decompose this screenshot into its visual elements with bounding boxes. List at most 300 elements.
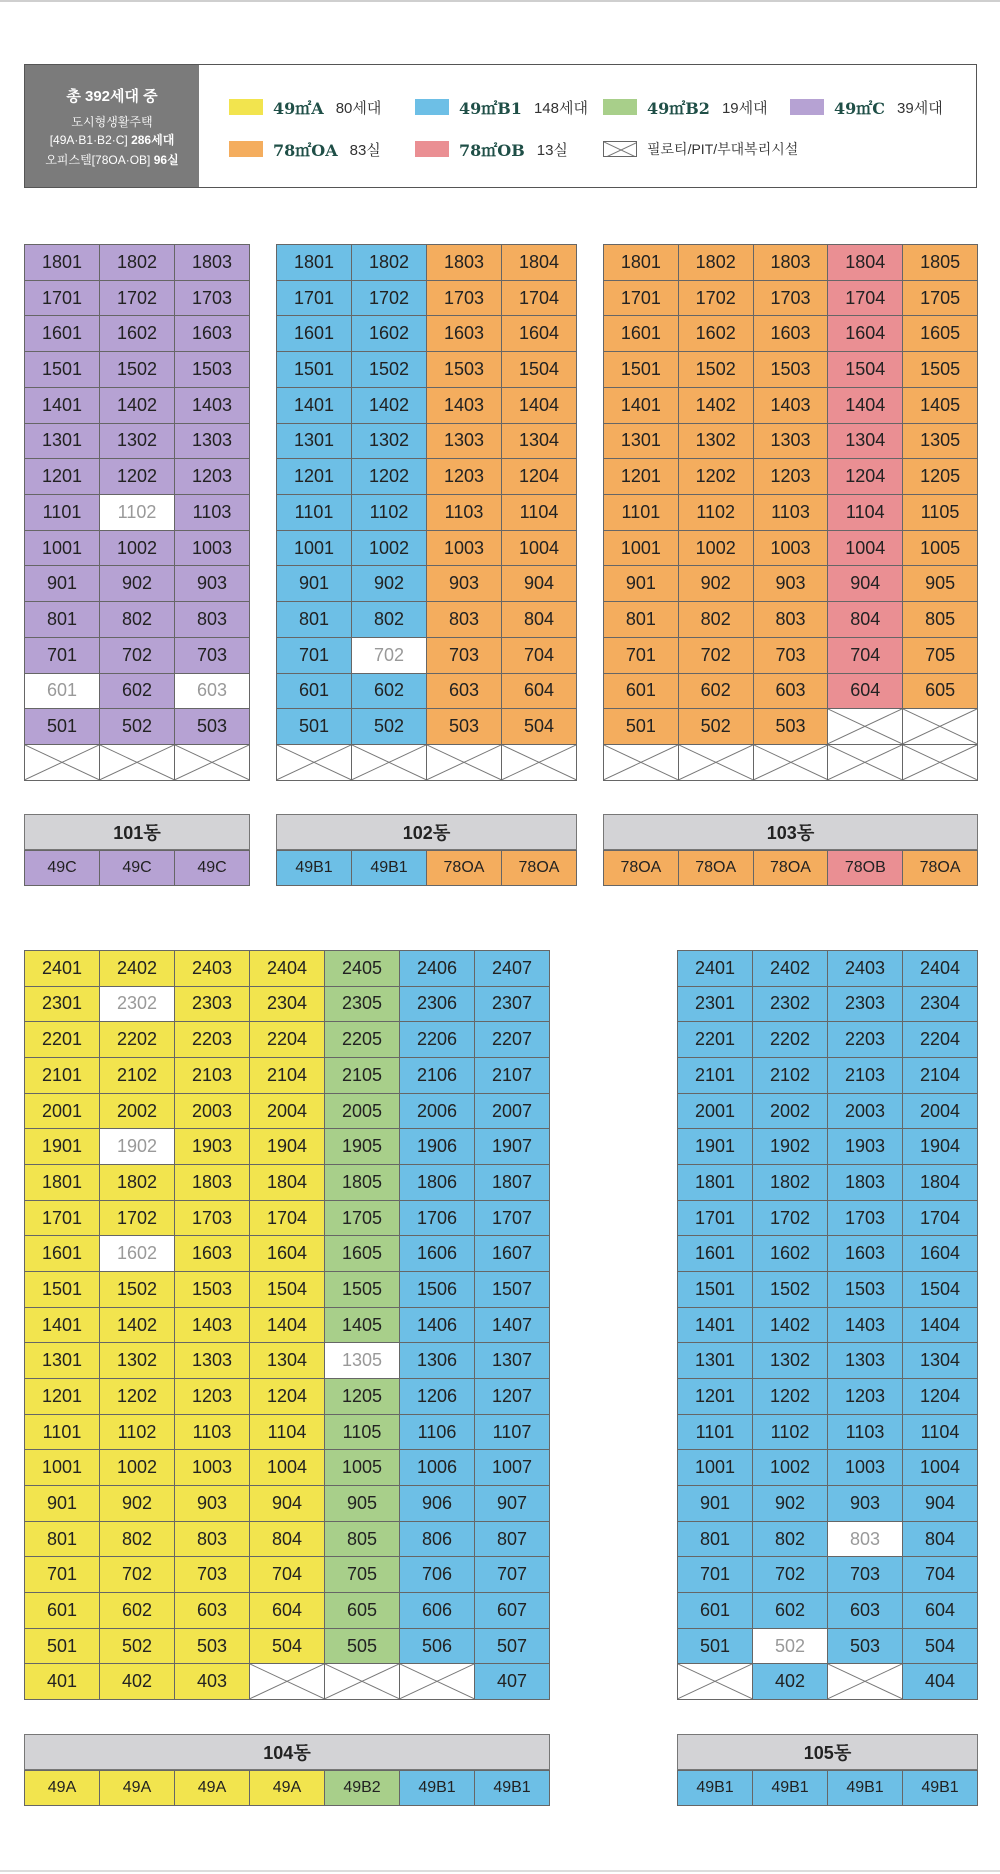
cross-hatch-icon	[400, 1664, 474, 1699]
unit-cell: 1604	[501, 315, 577, 352]
unit-cell: 2102	[752, 1057, 828, 1094]
column-type-label: 49A	[99, 1770, 175, 1806]
unit-cell: 1007	[474, 1449, 550, 1486]
unit-cell: 1702	[99, 1200, 175, 1237]
unit-cell: 2104	[249, 1057, 325, 1094]
unit-cell: 501	[24, 708, 100, 745]
unit-cell: 1302	[351, 423, 427, 460]
unit-cell: 1905	[324, 1128, 400, 1165]
unit-cell: 1102	[99, 1414, 175, 1451]
unit-cell: 2306	[399, 986, 475, 1023]
unit-cell: 1001	[24, 530, 100, 567]
unit-cell: 2307	[474, 986, 550, 1023]
unit-cell: 1303	[753, 423, 829, 460]
unit-cell: 1302	[678, 423, 754, 460]
unit-cell: 1003	[827, 1449, 903, 1486]
unit-cell: 705	[902, 637, 978, 674]
unit-cell: 1501	[603, 351, 679, 388]
unit-cell: 1503	[426, 351, 502, 388]
unit-cell: 1302	[99, 1342, 175, 1379]
unit-cell: 2303	[827, 986, 903, 1023]
unit-cell: 502	[99, 1628, 175, 1665]
cross-hatch-icon	[352, 745, 426, 780]
unit-cell: 1803	[753, 244, 829, 281]
unit-cell: 1704	[501, 280, 577, 317]
column-type-label: 49B1	[677, 1770, 753, 1806]
unit-cell: 1001	[24, 1449, 100, 1486]
unit-cell: 1307	[474, 1342, 550, 1379]
unit-cell: 602	[678, 673, 754, 710]
cross-hatch-icon	[604, 745, 678, 780]
unit-cell: 1107	[474, 1414, 550, 1451]
unit-cell: 1602	[752, 1235, 828, 1272]
unit-cell: 901	[24, 565, 100, 602]
unit-cell: 1903	[174, 1128, 250, 1165]
unit-cell: 502	[99, 708, 175, 745]
unit-cell: 1904	[902, 1128, 978, 1165]
unit-cell: 1503	[174, 351, 250, 388]
unit-cell: 2204	[249, 1021, 325, 1058]
legend-item-49B1: 49㎡B1 148세대	[415, 97, 588, 117]
unit-cell: 1501	[24, 1271, 100, 1308]
unit-cell: 801	[276, 601, 352, 638]
unit-cell: 701	[603, 637, 679, 674]
void-cell	[249, 1663, 325, 1700]
unit-cell: 1907	[474, 1128, 550, 1165]
unit-cell: 904	[827, 565, 903, 602]
unit-cell: 1102	[752, 1414, 828, 1451]
unit-cell: 1203	[174, 458, 250, 495]
unit-cell: 604	[501, 673, 577, 710]
unit-cell: 1603	[753, 315, 829, 352]
unit-cell: 702	[752, 1556, 828, 1593]
summary-housing-types: [49A·B1·B2·C] 286세대	[49, 133, 175, 147]
unit-cell: 1101	[24, 1414, 100, 1451]
unit-cell: 1005	[902, 530, 978, 567]
unit-cell: 2103	[174, 1057, 250, 1094]
unit-cell: 1603	[174, 315, 250, 352]
cross-hatch-icon	[678, 1664, 752, 1699]
unit-cell: 1104	[249, 1414, 325, 1451]
unit-cell: 1201	[276, 458, 352, 495]
unit-cell: 2007	[474, 1093, 550, 1130]
unit-cell: 1204	[827, 458, 903, 495]
unit-cell: 2304	[902, 986, 978, 1023]
unit-cell: 1906	[399, 1128, 475, 1165]
unit-cell: 1602	[99, 315, 175, 352]
cross-hatch-icon	[754, 745, 828, 780]
unit-cell: 504	[249, 1628, 325, 1665]
unit-cell: 803	[753, 601, 829, 638]
unit-cell: 1703	[426, 280, 502, 317]
unit-cell: 2303	[174, 986, 250, 1023]
building-label: 105동	[677, 1734, 978, 1770]
unit-cell: 1304	[902, 1342, 978, 1379]
void-cell	[99, 744, 175, 781]
unit-cell: 1403	[174, 387, 250, 424]
unit-cell: 1103	[174, 494, 250, 531]
unit-cell: 902	[99, 565, 175, 602]
unit-cell: 1707	[474, 1200, 550, 1237]
unit-cell: 1701	[603, 280, 679, 317]
unit-cell: 601	[677, 1592, 753, 1629]
unit-cell: 2401	[24, 950, 100, 987]
unit-cell: 706	[399, 1556, 475, 1593]
unit-cell: 801	[603, 601, 679, 638]
unit-cell: 602	[99, 673, 175, 710]
unit-cell: 603	[174, 673, 250, 710]
unit-cell: 1305	[324, 1342, 400, 1379]
void-cell	[351, 744, 427, 781]
unit-cell: 1303	[426, 423, 502, 460]
unit-cell: 1403	[426, 387, 502, 424]
unit-cell: 502	[678, 708, 754, 745]
unit-cell: 701	[24, 1556, 100, 1593]
unit-cell: 1204	[902, 1378, 978, 1415]
unit-cell: 1804	[501, 244, 577, 281]
void-cell	[678, 744, 754, 781]
unit-cell: 904	[501, 565, 577, 602]
unit-cell: 1904	[249, 1128, 325, 1165]
unit-cell: 805	[902, 601, 978, 638]
unit-cell: 1901	[677, 1128, 753, 1165]
unit-cell: 2201	[677, 1021, 753, 1058]
unit-cell: 1503	[174, 1271, 250, 1308]
cross-hatch-icon	[903, 709, 977, 744]
unit-cell: 1604	[827, 315, 903, 352]
unit-cell: 1807	[474, 1164, 550, 1201]
unit-cell: 1601	[276, 315, 352, 352]
unit-cell: 1701	[24, 1200, 100, 1237]
unit-cell: 2106	[399, 1057, 475, 1094]
cross-hatch-icon	[828, 1664, 902, 1699]
unit-cell: 1303	[174, 423, 250, 460]
unit-cell: 1102	[678, 494, 754, 531]
unit-cell: 506	[399, 1628, 475, 1665]
summary-total: 총 392세대 중	[66, 88, 158, 105]
unit-cell: 901	[603, 565, 679, 602]
unit-cell: 806	[399, 1521, 475, 1558]
unit-cell: 1401	[24, 387, 100, 424]
unit-cell: 1202	[99, 1378, 175, 1415]
column-type-label: 49A	[249, 1770, 325, 1806]
unit-cell: 503	[174, 1628, 250, 1665]
unit-cell: 1502	[678, 351, 754, 388]
unit-cell: 501	[24, 1628, 100, 1665]
unit-cell: 2404	[249, 950, 325, 987]
unit-cell: 1805	[902, 244, 978, 281]
unit-cell: 2206	[399, 1021, 475, 1058]
unit-cell: 603	[753, 673, 829, 710]
unit-cell: 805	[324, 1521, 400, 1558]
void-cell	[501, 744, 577, 781]
void-cell	[174, 744, 250, 781]
unit-cell: 702	[351, 637, 427, 674]
unit-cell: 1703	[174, 1200, 250, 1237]
unit-cell: 801	[24, 601, 100, 638]
unit-cell: 1603	[827, 1235, 903, 1272]
legend-swatch-49C	[790, 99, 824, 115]
unit-cell: 2101	[677, 1057, 753, 1094]
unit-cell: 1202	[678, 458, 754, 495]
unit-cell: 1105	[902, 494, 978, 531]
unit-cell: 507	[474, 1628, 550, 1665]
legend-summary	[25, 65, 199, 187]
unit-cell: 503	[827, 1628, 903, 1665]
unit-cell: 802	[351, 601, 427, 638]
unit-cell: 1106	[399, 1414, 475, 1451]
unit-cell: 1801	[24, 1164, 100, 1201]
unit-cell: 702	[99, 1556, 175, 1593]
unit-cell: 1402	[99, 1307, 175, 1344]
unit-cell: 1103	[753, 494, 829, 531]
unit-cell: 503	[753, 708, 829, 745]
cross-hatch-icon	[325, 1664, 399, 1699]
unit-cell: 703	[753, 637, 829, 674]
void-cell	[677, 1663, 753, 1700]
unit-cell: 1507	[474, 1271, 550, 1308]
unit-cell: 1702	[752, 1200, 828, 1237]
unit-cell: 1802	[678, 244, 754, 281]
unit-cell: 701	[24, 637, 100, 674]
unit-cell: 1201	[24, 1378, 100, 1415]
column-type-label: 78OA	[753, 850, 829, 886]
unit-cell: 1502	[351, 351, 427, 388]
unit-cell: 903	[753, 565, 829, 602]
unit-cell: 1001	[276, 530, 352, 567]
unit-cell: 1103	[426, 494, 502, 531]
unit-cell: 2002	[99, 1093, 175, 1130]
unit-cell: 402	[99, 1663, 175, 1700]
legend-swatch-void	[603, 141, 637, 157]
unit-cell: 701	[677, 1556, 753, 1593]
unit-cell: 2201	[24, 1021, 100, 1058]
building-label: 102동	[276, 814, 577, 850]
unit-cell: 1601	[603, 315, 679, 352]
unit-cell: 1002	[752, 1449, 828, 1486]
unit-cell: 2202	[752, 1021, 828, 1058]
unit-cell: 704	[902, 1556, 978, 1593]
unit-cell: 1403	[827, 1307, 903, 1344]
unit-cell: 1301	[677, 1342, 753, 1379]
column-type-label: 78OA	[501, 850, 577, 886]
unit-cell: 1705	[902, 280, 978, 317]
unit-cell: 1104	[501, 494, 577, 531]
summary-housing-title: 도시형생활주택	[71, 115, 153, 129]
unit-cell: 2102	[99, 1057, 175, 1094]
unit-cell: 1803	[174, 1164, 250, 1201]
unit-cell: 1002	[99, 530, 175, 567]
unit-cell: 1405	[324, 1307, 400, 1344]
building-label: 103동	[603, 814, 978, 850]
unit-cell: 2202	[99, 1021, 175, 1058]
unit-cell: 1602	[351, 315, 427, 352]
legend-swatch-49B2	[603, 99, 637, 115]
unit-cell: 602	[351, 673, 427, 710]
unit-cell: 601	[276, 673, 352, 710]
unit-cell: 1301	[24, 1342, 100, 1379]
unit-cell: 1001	[677, 1449, 753, 1486]
unit-cell: 503	[174, 708, 250, 745]
column-type-label: 49B1	[351, 850, 427, 886]
unit-cell: 803	[174, 1521, 250, 1558]
unit-cell: 1302	[752, 1342, 828, 1379]
legend-swatch-78OA	[229, 141, 263, 157]
void-cell	[324, 1663, 400, 1700]
unit-cell: 1804	[902, 1164, 978, 1201]
unit-cell: 1602	[99, 1235, 175, 1272]
unit-cell: 1304	[249, 1342, 325, 1379]
unit-cell: 2003	[174, 1093, 250, 1130]
unit-cell: 1006	[399, 1449, 475, 1486]
unit-cell: 504	[902, 1628, 978, 1665]
column-type-label: 49B2	[324, 1770, 400, 1806]
unit-cell: 1306	[399, 1342, 475, 1379]
unit-cell: 902	[678, 565, 754, 602]
void-cell	[426, 744, 502, 781]
cross-hatch-icon	[679, 745, 753, 780]
unit-cell: 2304	[249, 986, 325, 1023]
unit-cell: 1601	[24, 315, 100, 352]
unit-cell: 1802	[99, 244, 175, 281]
unit-cell: 1701	[276, 280, 352, 317]
unit-cell: 1801	[24, 244, 100, 281]
column-type-label: 78OA	[426, 850, 502, 886]
legend-item-78OB: 78㎡OB 13실	[415, 139, 568, 159]
unit-cell: 1004	[827, 530, 903, 567]
unit-cell: 401	[24, 1663, 100, 1700]
unit-cell: 1403	[753, 387, 829, 424]
unit-cell: 902	[351, 565, 427, 602]
column-type-label: 49B1	[474, 1770, 550, 1806]
unit-cell: 1205	[324, 1378, 400, 1415]
unit-cell: 802	[678, 601, 754, 638]
building-label: 101동	[24, 814, 250, 850]
unit-cell: 1705	[324, 1200, 400, 1237]
unit-cell: 801	[24, 1521, 100, 1558]
unit-cell: 1703	[827, 1200, 903, 1237]
unit-cell: 601	[603, 673, 679, 710]
unit-cell: 2105	[324, 1057, 400, 1094]
unit-cell: 603	[174, 1592, 250, 1629]
unit-cell: 2207	[474, 1021, 550, 1058]
unit-cell: 903	[827, 1485, 903, 1522]
unit-cell: 402	[752, 1663, 828, 1700]
unit-cell: 603	[426, 673, 502, 710]
unit-cell: 2301	[677, 986, 753, 1023]
column-type-label: 49C	[24, 850, 100, 886]
void-cell	[827, 708, 903, 745]
legend-item-void: 필로티/PIT/부대복리시설	[603, 139, 798, 159]
column-type-label: 49B1	[752, 1770, 828, 1806]
unit-cell: 1101	[677, 1414, 753, 1451]
unit-cell: 1301	[603, 423, 679, 460]
unit-cell: 1607	[474, 1235, 550, 1272]
unit-cell: 803	[426, 601, 502, 638]
legend-swatch-78OB	[415, 141, 449, 157]
unit-cell: 604	[827, 673, 903, 710]
unit-cell: 1303	[174, 1342, 250, 1379]
unit-cell: 1801	[603, 244, 679, 281]
unit-cell: 1103	[174, 1414, 250, 1451]
column-type-label: 78OA	[603, 850, 679, 886]
unit-cell: 2406	[399, 950, 475, 987]
unit-cell: 1703	[753, 280, 829, 317]
unit-cell: 1704	[902, 1200, 978, 1237]
unit-cell: 2002	[752, 1093, 828, 1130]
unit-cell: 904	[902, 1485, 978, 1522]
unit-cell: 1304	[827, 423, 903, 460]
unit-cell: 1802	[752, 1164, 828, 1201]
unit-cell: 1002	[99, 1449, 175, 1486]
unit-cell: 1504	[902, 1271, 978, 1308]
unit-cell: 804	[249, 1521, 325, 1558]
bottom-border	[0, 1870, 1000, 1872]
unit-cell: 1405	[902, 387, 978, 424]
unit-cell: 602	[99, 1592, 175, 1629]
unit-cell: 605	[902, 673, 978, 710]
unit-cell: 1301	[24, 423, 100, 460]
unit-cell: 604	[249, 1592, 325, 1629]
unit-cell: 404	[902, 1663, 978, 1700]
unit-cell: 1202	[752, 1378, 828, 1415]
cross-hatch-icon	[277, 745, 351, 780]
unit-cell: 2001	[677, 1093, 753, 1130]
unit-cell: 2203	[827, 1021, 903, 1058]
summary-officetel: 오피스텔[78OA·OB] 96실	[45, 153, 179, 167]
unit-cell: 1402	[678, 387, 754, 424]
unit-cell: 1902	[99, 1128, 175, 1165]
unit-cell: 1804	[249, 1164, 325, 1201]
column-type-label: 49B1	[827, 1770, 903, 1806]
unit-cell: 901	[24, 1485, 100, 1522]
unit-cell: 704	[827, 637, 903, 674]
unit-cell: 1203	[827, 1378, 903, 1415]
unit-cell: 501	[276, 708, 352, 745]
unit-cell: 703	[174, 1556, 250, 1593]
unit-cell: 2107	[474, 1057, 550, 1094]
unit-cell: 2301	[24, 986, 100, 1023]
column-type-label: 49B1	[276, 850, 352, 886]
unit-cell: 604	[902, 1592, 978, 1629]
void-cell	[276, 744, 352, 781]
unit-cell: 1502	[752, 1271, 828, 1308]
unit-cell: 1102	[351, 494, 427, 531]
unit-cell: 807	[474, 1521, 550, 1558]
legend-panel	[24, 64, 977, 188]
unit-cell: 2104	[902, 1057, 978, 1094]
unit-cell: 1203	[426, 458, 502, 495]
top-border	[0, 0, 1000, 2]
unit-cell: 1902	[752, 1128, 828, 1165]
unit-cell: 703	[174, 637, 250, 674]
unit-cell: 1301	[276, 423, 352, 460]
unit-cell: 1304	[501, 423, 577, 460]
unit-cell: 601	[24, 673, 100, 710]
cross-hatch-icon	[175, 745, 249, 780]
unit-cell: 801	[677, 1521, 753, 1558]
unit-cell: 1706	[399, 1200, 475, 1237]
unit-cell: 1404	[827, 387, 903, 424]
column-type-label: 78OA	[678, 850, 754, 886]
unit-cell: 907	[474, 1485, 550, 1522]
unit-cell: 1102	[99, 494, 175, 531]
unit-cell: 707	[474, 1556, 550, 1593]
unit-cell: 503	[426, 708, 502, 745]
unit-cell: 905	[324, 1485, 400, 1522]
unit-cell: 1004	[902, 1449, 978, 1486]
cross-hatch-icon	[828, 709, 902, 744]
